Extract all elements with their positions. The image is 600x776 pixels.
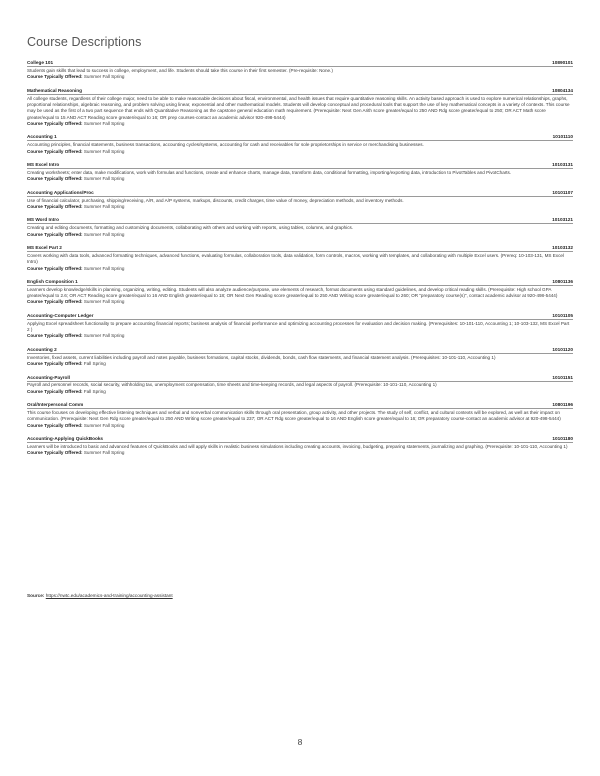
course-entry <box>27 313 573 340</box>
course-offered <box>27 204 573 210</box>
course-header <box>27 245 573 252</box>
offered-terms: Summer Fall Spring <box>83 231 125 237</box>
course-code: 10101110 <box>552 134 573 140</box>
course-code: 10103121 <box>552 217 573 223</box>
course-offered <box>27 389 573 395</box>
course-description: Payroll and personnel records, social security, withholding tax, unemployment compensation, time sheets and time-keeping records, and legal aspects of payroll. (Prerequisite: 10-101-110, Accounting 1) <box>27 382 437 388</box>
offered-terms: Fall Spring <box>83 361 106 367</box>
course-code: 10801196 <box>552 402 573 408</box>
course-description: Learners develop knowledge/skills in planning, organizing, writing, editing. Students will also analyze audience/purpose, use elements of research, format documents using standard guidelines, and develop critical reading skills. (Prerequisite: High school GPA greater/equal to 2.6; OR ACT Reading score greater/equal to 16 AND English greater/equal to 18; OR Next Gen Reading score greater/equal to 250 AND Writing score greater/equal to 260; OR "preparatory course(s)", contact academic advisor at 920-498-5444) <box>27 286 558 299</box>
course-header <box>27 60 573 67</box>
course-offered <box>27 232 573 238</box>
course-description: Creating and editing documents, formatting and customizing documents, collaborating with others and working with reports, using tables, columns, and graphics. <box>27 225 354 231</box>
page-title: Course Descriptions <box>27 35 142 49</box>
course-description: All college students, regardless of their college major, need to be able to make reasonable decisions about fiscal, environmental, and health issues that require quantitative reasoning skills. An activity based approach is used to explore numerical relationships, graphs, proportional relationships, algebraic reasoning, and problem solving using linear, exponential and other mathematical models. Students will develop conceptual and procedural tools that support the use of key mathematical concepts in a variety of contexts. This course may be used as the first of a two part sequence that ends with Quantitative Reasoning as the capstone general education math requirement. (Prerequisite: Next Gen Arith score greater/equal to 250 AND Rdg score greater/equal to 250; OR ACT Math score greater/equal to 15 AND ACT Reading score greater/equal to 16; OR prep courses-contact an academic advisor 920-498-5444) <box>27 95 570 120</box>
course-name: English Composition 1 <box>27 278 78 284</box>
offered-terms: Summer Fall Spring <box>83 422 125 428</box>
offered-terms: Summer Fall Spring <box>83 299 125 305</box>
offered-label: Course Typically Offered: <box>27 74 83 80</box>
course-name: Oral/Interpersonal Comm <box>27 402 84 408</box>
course-description: Creating worksheets; enter data, make modifications, work with formulas and functions, create and enhance charts, manage data, transform data, conditional formatting, importing/exporting data, introduction to PivotTables and PivotCharts. <box>27 169 512 175</box>
course-entry <box>27 134 573 154</box>
course-header <box>27 190 573 197</box>
course-name: MS Word Intro <box>27 217 59 223</box>
offered-terms: Summer Fall Spring <box>83 203 125 209</box>
page-number: 8 <box>297 737 303 747</box>
course-name: Accounting 2 <box>27 346 57 352</box>
course-name: MS Excel Part 2 <box>27 244 62 250</box>
offered-terms: Summer Fall Spring <box>83 265 125 271</box>
course-description: Use of financial calculator, purchasing, shipping/receiving, A/R, and A/P systems, markups, discounts, credit charges, time value of money, depreciation methods, and inventory methods. <box>27 197 404 203</box>
course-name: Accounting-Payroll <box>27 374 70 380</box>
course-code: 10101120 <box>552 346 573 352</box>
offered-terms: Summer Fall Spring <box>83 450 125 456</box>
course-offered <box>27 361 573 367</box>
course-header <box>27 134 573 141</box>
offered-terms: Summer Fall Spring <box>83 176 125 182</box>
source-line <box>27 593 173 598</box>
offered-terms: Summer Fall Spring <box>83 120 125 126</box>
offered-label: Course Typically Offered: <box>27 299 83 305</box>
course-description: This course focuses on developing effective listening techniques and verbal and nonverbal communication skills through oral presentation, group activity, and other projects. The study of self, conflict, and cultural contexts will be explored, as well as their impact on communication. (Prerequisite: Next Gen Rdg score greater/equal to 250 AND Writing score greater/equal to 237; OR ACT Rdg score greater/equal to 16 AND English score greater/equal to 16; OR preparatory course-contact an academic advisor at 920-498-5444) <box>27 410 561 422</box>
source-label: Source: <box>27 593 45 598</box>
course-name: MS Excel Intro <box>27 161 60 167</box>
course-list <box>27 60 573 464</box>
offered-label: Course Typically Offered: <box>27 333 83 339</box>
course-header <box>27 217 573 224</box>
course-entry <box>27 217 573 237</box>
course-offered <box>27 176 573 182</box>
course-entry <box>27 347 573 367</box>
course-description: Applying Excel spreadsheet functionality to prepare accounting financial reports; business analysis of financial performance and optimizing accounting processes for evaluation and decision making. (Prerequisites: 10-101-110, Accounting 1; 10-103-132, MS Excel Part 2 ) <box>27 320 570 333</box>
offered-label: Course Typically Offered: <box>27 203 83 209</box>
course-name: Accounting Applications/Proc <box>27 189 94 195</box>
course-entry <box>27 375 573 395</box>
course-code: 10101151 <box>552 374 573 380</box>
course-description: Covers working with data tools, advanced formatting techniques, advanced functions, evaluating formulas, collaboration tools, data validation, form controls, macros, working with templates, and collaborating with multiple Excel users. (Prereq: 10-103-131, MS Excel Intro) <box>27 252 564 265</box>
course-description: Learners will be introduced to basic and advanced features of QuickBooks and will apply skills in realistic business simulations including creating accounts, invoicing, budgeting, preparing statements, journalizing and graphing. (Prerequisite: 10-101-110, Accounting 1) <box>27 444 568 450</box>
course-offered <box>27 333 573 339</box>
course-header <box>27 347 573 354</box>
course-offered <box>27 299 573 305</box>
course-header <box>27 436 573 443</box>
course-name: College 101 <box>27 60 54 65</box>
course-header <box>27 313 573 320</box>
course-name: Accounting-Applying QuickBooks <box>27 436 104 442</box>
source-link[interactable]: https://nwtc.edu/academics-and-training/accounting-assistant <box>45 593 173 598</box>
offered-label: Course Typically Offered: <box>27 450 83 456</box>
course-code: 10890101 <box>552 60 573 65</box>
course-name: Accounting-Computer Ledger <box>27 312 94 318</box>
course-entry <box>27 88 573 127</box>
course-description: Accounting principles, financial statements, business transactions, accounting cycles/systems, accounting for cash and receivables for sole proprietorships in service or merchandising businesses. <box>27 142 424 148</box>
course-header <box>27 162 573 169</box>
course-entry <box>27 245 573 272</box>
course-entry <box>27 402 573 429</box>
course-code: 10101180 <box>552 436 573 442</box>
offered-label: Course Typically Offered: <box>27 231 83 237</box>
course-header <box>27 88 573 95</box>
course-entry <box>27 279 573 306</box>
course-code: 10804134 <box>552 87 573 93</box>
course-name: Mathematical Reasoning <box>27 87 82 93</box>
offered-label: Course Typically Offered: <box>27 422 83 428</box>
course-offered <box>27 266 573 272</box>
course-code: 10103131 <box>552 161 573 167</box>
offered-terms: Fall Spring <box>83 388 106 394</box>
course-offered <box>27 423 573 429</box>
course-code: 10103132 <box>552 244 573 250</box>
offered-label: Course Typically Offered: <box>27 361 83 367</box>
course-description: Students gain skills that lead to success in college, employment, and life. Students should take this course in their first semester. (Pre-requisite: None.) <box>27 67 333 73</box>
course-code: 10101107 <box>552 189 573 195</box>
course-offered <box>27 149 573 155</box>
course-offered <box>27 450 573 456</box>
course-offered <box>27 121 573 127</box>
course-entry <box>27 60 573 80</box>
offered-terms: Summer Fall Spring <box>83 333 125 339</box>
offered-label: Course Typically Offered: <box>27 120 83 126</box>
offered-label: Course Typically Offered: <box>27 148 83 154</box>
offered-terms: Summer Fall Spring <box>83 74 125 80</box>
course-entry <box>27 190 573 210</box>
course-entry <box>27 162 573 182</box>
course-code: 10101105 <box>552 312 573 318</box>
offered-label: Course Typically Offered: <box>27 176 83 182</box>
course-offered <box>27 74 573 80</box>
course-header <box>27 279 573 286</box>
course-description: Inventories, fixed assets, current liabilities including payroll and notes payable, business formations, capital stocks, dividends, bonds, cash flow statements, and financial statement analysis. (Prerequisites: 10-101-110, Accounting 1) <box>27 354 496 360</box>
course-header <box>27 402 573 409</box>
course-header <box>27 375 573 382</box>
course-code: 10801136 <box>552 278 573 284</box>
offered-label: Course Typically Offered: <box>27 265 83 271</box>
course-name: Accounting 1 <box>27 134 57 140</box>
course-entry <box>27 436 573 456</box>
offered-terms: Summer Fall Spring <box>83 148 125 154</box>
offered-label: Course Typically Offered: <box>27 388 83 394</box>
